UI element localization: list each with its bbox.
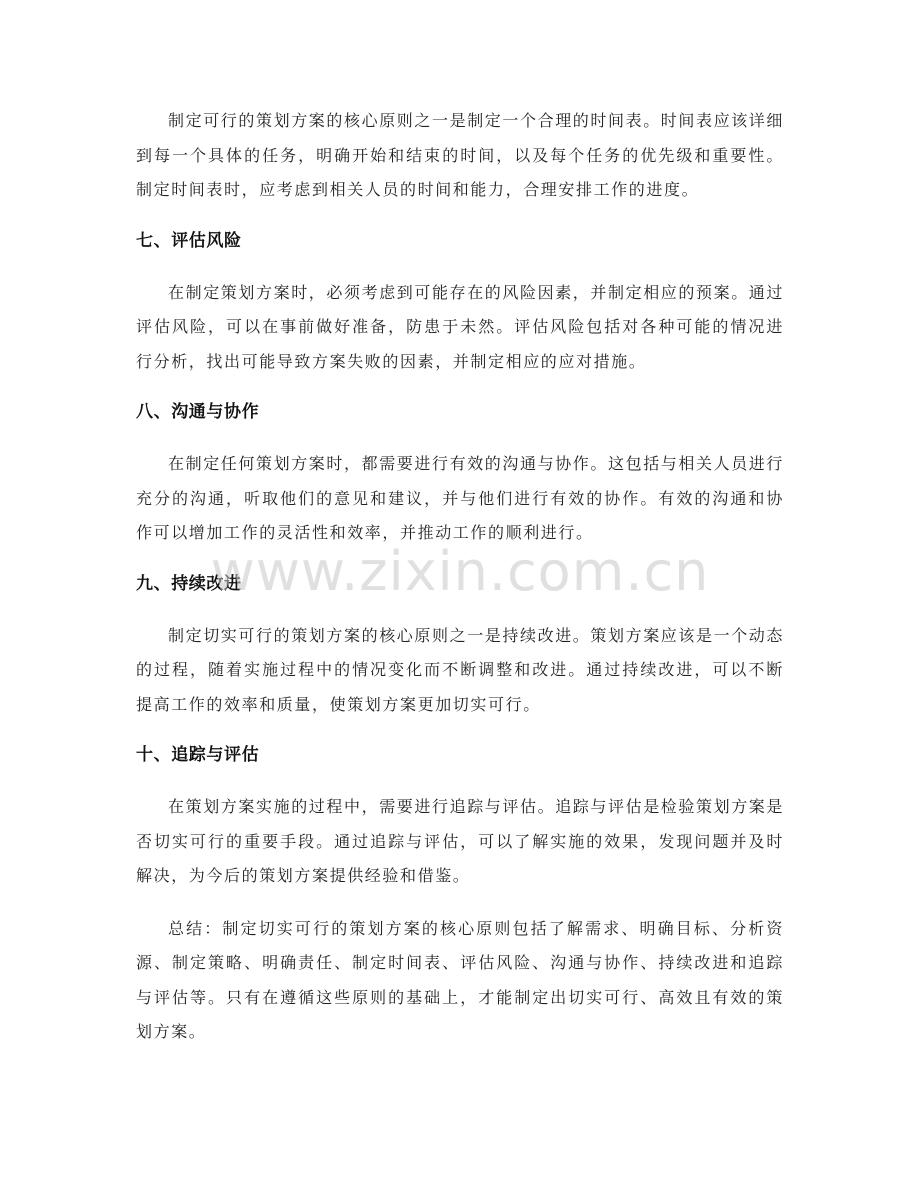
- section-heading-improvement: 九、持续改进: [136, 573, 242, 594]
- section-heading-communication: 八、沟通与协作: [136, 402, 260, 422]
- intro-paragraph: 制定可行的策划方案的核心原则之一是制定一个合理的时间表。时间表应该详细到每一个具体的任务，明确开始和结束的时间，以及每个任务的优先级和重要性。制定时间表时，应考虑到相关人员的时间和能力，合理安排工作的进度。: [136, 111, 785, 199]
- section-paragraph-communication: 在制定任何策划方案时，都需要进行有效的沟通与协作。这包括与相关人员进行充分的沟通，听取他们的意见和建议，并与他们进行有效的协作。有效的沟通和协作可以增加工作的灵活性和效率，并推动工作的顺利进行。: [136, 454, 785, 542]
- section-heading-risk: 七、评估风险: [136, 230, 242, 251]
- document-content: [136, 104, 784, 1068]
- section-paragraph-improvement: 制定切实可行的策划方案的核心原则之一是持续改进。策划方案应该是一个动态的过程，随着实施过程中的情况变化而不断调整和改进。通过持续改进，可以不断提高工作的效率和质量，使策划方案更加切实可行。: [136, 625, 785, 714]
- section-heading-tracking: 十、追踪与评估: [136, 745, 260, 765]
- section-paragraph-tracking: 在策划方案实施的过程中，需要进行追踪与评估。追踪与评估是检验策划方案是否切实可行的重要手段。通过追踪与评估，可以了解实施的效果，发现问题并及时解决，为今后的策划方案提供经验和借鉴。: [136, 797, 785, 885]
- section-paragraph-risk: 在制定策划方案时，必须考虑到可能存在的风险因素，并制定相应的预案。通过评估风险，可以在事前做好准备，防患于未然。评估风险包括对各种可能的情况进行分析，找出可能导致方案失败的因素，并制定相应的应对措施。: [136, 282, 785, 371]
- watermark-text: www.zixin.com.cn: [210, 540, 710, 603]
- summary-paragraph: 总结：制定切实可行的策划方案的核心原则包括了解需求、明确目标、分析资源、制定策略、明确责任、制定时间表、评估风险、沟通与协作、持续改进和追踪与评估等。只有在遵循这些原则的基础上，才能制定出切实可行、高效且有效的策划方案。: [136, 918, 784, 1041]
